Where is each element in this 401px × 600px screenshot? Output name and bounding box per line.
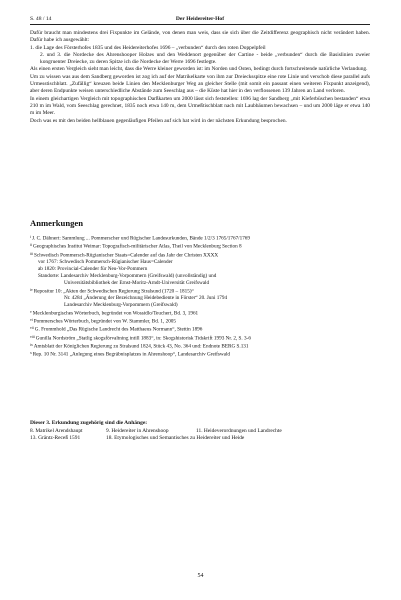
endnote-item: [30, 342, 370, 350]
endnote-item: [30, 295, 370, 302]
endnote-marker: v: [30, 309, 32, 314]
endnote-marker: i: [30, 235, 31, 239]
page-header: [30, 14, 370, 25]
endnote-marker: ii: [30, 243, 32, 248]
annex-item: 9. Heidereiter in Ahrenshoop: [106, 428, 169, 434]
endnote-text: Gunilla Nordström „Statlig skogsförvaltning intill 1883“, in: Skogshistorisk Tidskrift 1993 Nr. 2, S. 3-6: [35, 334, 251, 341]
body-paragraph: Als einen ersten Vergleich sieht man leicht, dass die Werre kleiner geworden ist: im Norden und Osten, bedingt durch fortschreitende natürliche Verlandung.: [30, 66, 368, 73]
endnote-text: G. Frommhold „Das Rügische Landrecht des Matthaeus Normann“, Stettin 1896: [34, 326, 203, 333]
annex-item: 18. Etymologisches und Semantisches zu Heidereiter und Heide: [106, 435, 245, 442]
endnote-item: [30, 234, 370, 242]
endnote-marker: vi: [30, 317, 33, 322]
body-paragraph: 2. und 3. die Nordecke des Ahrenshooper Holzes und den Weddenort gegenüber der Cartine - beide „verbunden“ durch die Basislinien zweier kongruenter Dreiecke, zu deren Spitze ich die Nordecke der Werre 1696 festlegte.: [40, 51, 370, 66]
endnotes-list: [30, 234, 370, 358]
endnote-item: [30, 334, 370, 342]
page-label: S. 48 / 14: [30, 16, 52, 22]
endnote-text: ab 1820: Provincial-Calender für Neu-Vor-Pommern: [38, 265, 148, 272]
annex-item: 8. Matrikel Arendshaupt: [30, 428, 83, 434]
endnote-marker: x: [30, 351, 32, 356]
endnote-text: Mecklenburgisches Wörterbuch, begründet von Wossidlo/Teuchert, Bd. 3, 1961: [32, 310, 199, 317]
endnote-marker: iii: [30, 251, 33, 256]
endnote-text: Pommersches Wörterbuch, begründet von W. Stammler, Bd. 1, 2005: [33, 318, 176, 325]
annex-list: [30, 428, 370, 443]
endnote-marker: vii: [30, 326, 34, 331]
endnote-marker: viii: [30, 334, 35, 339]
body-paragraph: 1. die Lage des Försterhofes 1835 und des Heidereiterhofes 1696 – „verbunden“ durch den roten Doppelpfeil: [30, 44, 266, 51]
endnote-text: Standorte: Landesarchiv Mecklenburg-Vorpommern (Greifswald) (unvollständig) und: [38, 272, 217, 279]
body-paragraph: Doch was es mit den beiden hellblauen gegenläufigen Pfeilen auf sich hat wird in der nächsten Erkundung besprochen.: [30, 117, 287, 124]
endnote-item: [30, 287, 370, 295]
page-number: 54: [197, 573, 204, 579]
body-paragraph: In einem gleichartigen Vergleich mit topographischen Darßkarten um 2000 lässt sich feststellen: 1696 lag der Sandberg „mit Kieferbüschen bestanden“ etwa 210 m im Wald, vom Seeschlag gerechnet, 1835 noch etwa 140 m, dem Urmeßtischblatt nach mit Laubbäumen bewachsen – und um 2000 läge er etwa 140 m im Meer.: [30, 95, 370, 117]
endnote-text: vor 1767: Schwedisch Pommersch-Rügianischer Haus=Calender: [38, 258, 173, 265]
endnote-item: [30, 242, 370, 250]
running-title: Der Heidereiter-Hof: [175, 16, 225, 22]
endnote-text: Nr. 4284 „Änderung der Bezeichnung Heidebediente in Förster“ 20. Juni 1794: [64, 294, 228, 301]
endnote-marker: ix: [30, 342, 33, 347]
endnote-item: [30, 350, 370, 358]
endnote-text: Universitätsbibliothek der Ernst-Moritz-Arndt-Universität Greifswald: [64, 279, 210, 286]
notes-heading: Anmerkungen: [30, 218, 84, 228]
endnote-text: Repositur 10: „Akten der Schwedischen Regierung Stralsund (1720 – 1815)“: [33, 287, 194, 294]
endnote-item: [30, 317, 370, 325]
endnote-text: Rep. 10 Nr. 3141 „Anlegung eines Begräbnisplatzes in Ahrenshoop“, Landesarchiv Greifswald: [32, 351, 231, 358]
endnote-text: Landesarchiv Mecklenburg-Vorpommern (Greifswald): [64, 301, 178, 308]
endnote-text: Geographisches Institut Weimar: Topografisch-militärischer Atlas, Theil von Mecklenburg Section 8: [33, 243, 242, 250]
endnote-item: [30, 273, 370, 280]
body-paragraph: Um zu wissen was aus dem Sandberg geworden ist zog ich auf der Matrikelkarte von ihm zur Dreiecksspitze eine rote Linie und verschob diese parallel aufs Urmesstischblatt. „Zufällig“ kreuzen beide Linien den Mecklenburger Weg an gleicher Stelle (mit somit ein passant einen weiteren Fixpunkt anzeigend), aber deren Endpunkte weisen unterschiedliche Abstände zum Seeschlag aus – die Küste hat hier in den verflossenen 139 Jahren an Land verloren.: [30, 73, 370, 95]
annex-heading: Dieser 3. Erkundung zugehörig sind die Anhänge:: [30, 420, 148, 426]
endnote-text: Amtsblatt der Königlichen Regierung zu Stralsund 1824, Stück 43, No. 364 und: Endnote BERG S.131: [33, 343, 249, 350]
endnote-item: [30, 259, 370, 266]
endnote-marker: iv: [30, 287, 33, 292]
endnote-item: [30, 266, 370, 273]
endnote-text: Schwedisch Pommersch-Rügianischer Staats=Calender auf das Jahr der Christen XXXX: [34, 251, 219, 258]
endnote-item: [30, 325, 370, 333]
annex-item: 11. Heideverordnungen und Landrechte: [196, 428, 282, 434]
endnote-item: [30, 251, 370, 259]
endnote-item: [30, 309, 370, 317]
endnote-text: J. C. Dähnert: Sammlung ... Pommerscher und Rügischer Landesurkunden, Bände 1/2/3 1765/1767/1769: [32, 235, 250, 242]
body-paragraph: Dafür braucht man mindestens drei Fixpunkte im Gelände, von denen man weis, dass sie sich über die Zeitdifferenz geographisch nicht verändert haben. Dafür habe ich ausgewählt:: [30, 30, 370, 44]
annex-item: 13. Gräntz-Receß 1591: [30, 435, 81, 442]
endnote-item: [30, 302, 370, 309]
body-text: [30, 30, 370, 125]
endnote-item: [30, 280, 370, 287]
